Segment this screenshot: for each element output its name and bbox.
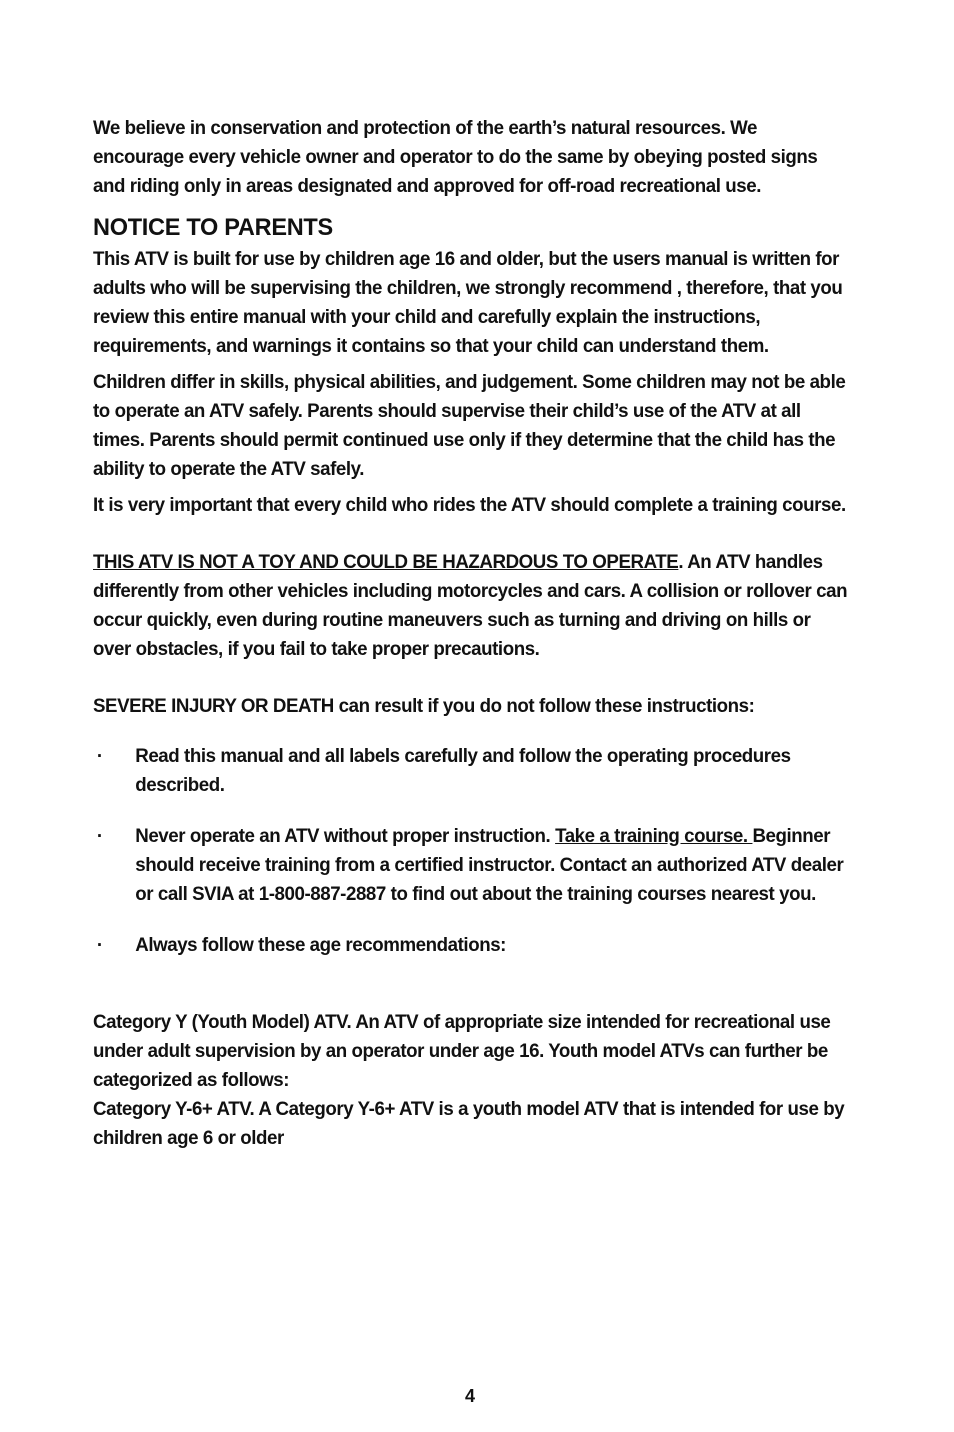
list-item — [93, 822, 851, 909]
list-item-text — [135, 825, 843, 905]
list-item — [93, 931, 851, 960]
hazard-warning-underlined: THIS ATV IS NOT A TOY AND COULD BE HAZARDOUS TO OPERATE — [93, 551, 679, 573]
hazard-paragraph — [93, 548, 851, 664]
page-number: 4 — [464, 1386, 475, 1406]
severe-warning: SEVERE INJURY OR DEATH can result if you do not follow these instructions: — [93, 695, 755, 717]
list-item-text-end: Beginner should receive training from a certified instructor. Contact an authorized ATV dealer or call SVIA at 1-800-887-2887 to find out about the training courses nearest you. — [135, 825, 844, 905]
bullet-marker: · — [96, 934, 103, 956]
list-item-text-start: Never operate an ATV without proper instruction. — [135, 825, 556, 847]
notice-heading: NOTICE TO PARENTS — [93, 214, 333, 241]
manual-page — [93, 114, 851, 1153]
notice-paragraph-2: Children differ in skills, physical abilities, and judgement. Some children may not be able to operate an ATV safely. Parents should supervise their child’s use of the ATV at all times. Parents should permit continued use only if they determine that the child has the ability to operate the ATV safely. — [93, 371, 846, 480]
intro-paragraph: We believe in conservation and protection of the earth’s natural resources. We encourage every vehicle owner and operator to do the same by obeying posted signs and riding only in areas designated and approved for off-road recreational use. — [93, 117, 818, 197]
list-item — [93, 742, 851, 800]
training-course-underlined: Take a training course. — [555, 825, 753, 847]
bullet-marker: · — [96, 825, 103, 847]
category-y-paragraph: Category Y (Youth Model) ATV. An ATV of appropriate size intended for recreational use under adult supervision by an operator under age 16. Youth model ATVs can further be categorized as follows: — [93, 1011, 831, 1091]
list-item-text: Read this manual and all labels carefully and follow the operating procedures described. — [135, 745, 791, 796]
hazard-text: . An ATV handles differently from other vehicles including motorcycles and cars. A collision or rollover can occur quickly, even during routine maneuvers such as turning and driving on hills or over obstacles, if you fail to take proper precautions. — [93, 551, 848, 660]
instruction-list — [93, 742, 851, 960]
notice-paragraph-1: This ATV is built for use by children age 16 and older, but the users manual is written for adults who will be supervising the children, we strongly recommend , therefore, that you review this entire manual with your child and carefully explain the instructions, requirements, and warnings it contains so that your child can understand them. — [93, 248, 843, 357]
bullet-marker: · — [96, 745, 103, 767]
category-y6-paragraph: Category Y-6+ ATV. A Category Y-6+ ATV is a youth model ATV that is intended for use by children age 6 or older — [93, 1098, 845, 1149]
notice-paragraph-3: It is very important that every child who rides the ATV should complete a training course. — [93, 494, 846, 516]
list-item-text: Always follow these age recommendations: — [135, 934, 506, 956]
